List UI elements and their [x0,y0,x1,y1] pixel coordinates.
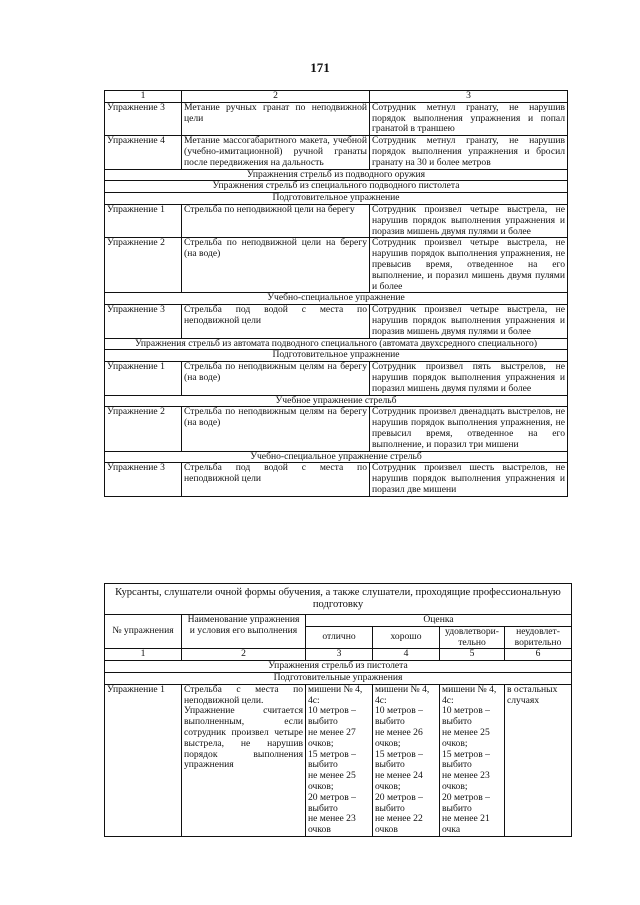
grade-good-cell [373,684,440,836]
exercise-row [105,238,568,293]
header-cell: 1 [105,91,182,103]
section-row [105,293,568,305]
section-title: Упражнения стрельб из пистолета [105,661,572,673]
grade-criterion-line: 20 метров – выбито [375,791,423,814]
grade-criterion-line: мишени № 4, 4с: [308,683,363,706]
grade-satisfactory-cell [440,684,505,836]
exercise-result: Сотрудник произвел четыре выстрела, не нарушив порядок выполнения упражнения и поразив мишень двумя пулями и более [370,305,568,338]
table-title-row [105,584,572,615]
section-row [105,193,568,205]
grade-criterion-line: мишени № 4, 4с: [442,683,497,706]
grade-criterion-line: не менее 23 очков [308,813,356,836]
column-number: 4 [373,649,440,661]
exercise-row [105,136,568,169]
section-title: Подготовительное упражнение [105,193,568,205]
grade-criterion-line: не менее 23 очков; [442,770,490,792]
section-row [105,672,572,684]
exercise-row [105,102,568,135]
section-row [105,338,568,350]
exercise-description: Стрельба по неподвижным целям на берегу (на воде) [182,362,370,395]
grade-criterion-line: 10 метров – выбито [375,705,423,728]
grade-criterion-line: не менее 26 очков; [375,726,423,749]
grade-criterion-line: 15 метров – выбито [308,748,356,771]
grade-excellent: отлично [306,626,373,649]
column-number: 6 [505,649,572,661]
exercise-description: Стрельба под водой с места по неподвижной цели [182,463,370,496]
col-header-grade: Оценка [306,615,572,627]
section-title: Подготовительные упражнения [105,672,572,684]
section-title: Упражнения стрельб из специального подводного пистолета [105,181,568,193]
exercise-row [105,407,568,451]
grade-criterion-line: не менее 24 очков; [375,770,423,792]
exercise-row [105,684,572,836]
exercise-name: Упражнение 4 [105,136,182,169]
section-title: Учебно-специальное упражнение [105,293,568,305]
exercise-description [182,684,306,836]
grade-criterion-line: не менее 21 очка [442,813,490,836]
section-row [105,451,568,463]
column-number: 5 [440,649,505,661]
grade-good: хорошо [373,626,440,649]
grade-unsatisfactory-cell: в остальных случаях [505,684,572,836]
grade-unsatisfactory: неудовлет-ворительно [505,626,572,649]
exercise-description: Стрельба под водой с места по неподвижной цели [182,305,370,338]
exercise-description: Метание ручных гранат по неподвижной цели [182,102,370,135]
exercise-result: Сотрудник произвел шесть выстрелов, не нарушив порядок выполнения упражнения и поразил две мишени [370,463,568,496]
exercise-name: Упражнение 3 [105,102,182,135]
exercise-name: Упражнение 3 [105,463,182,496]
exercise-name: Упражнение 3 [105,305,182,338]
exercise-name: Упражнение 1 [105,204,182,237]
grade-criterion-line: 15 метров – выбито [375,748,423,771]
exercise-name: Упражнение 2 [105,407,182,451]
grade-criterion-line: 10 метров – выбито [308,705,356,728]
grade-criterion-line: не менее 25 очков; [442,726,490,749]
grade-criterion-line: 20 метров – выбито [442,791,490,814]
exercise-description-line: Упражнение считается выполненным, если сотрудник произвел четыре выстрела, не нарушив порядок выполнения упражнения [184,705,303,771]
grade-criterion-line: 15 метров – выбито [442,748,490,771]
table-title: Курсанты, слушатели очной формы обучения, а также слушатели, проходящие профессиональную подготовку [105,584,572,615]
grade-satisfactory: удовлетвори-тельно [440,626,505,649]
exercise-name: Упражнение 1 [105,684,182,836]
exercise-result: Сотрудник произвел пять выстрелов, не нарушив порядок выполнения упражнения и поразил мишень двумя пулями и более [370,362,568,395]
page-number: 171 [310,60,330,75]
exercise-row [105,204,568,237]
section-title: Упражнения стрельб из автомата подводного специального (автомата двухсредного специального) [105,338,568,350]
grade-criterion-line: не менее 27 очков; [308,726,356,749]
exercise-row [105,463,568,496]
exercise-result: Сотрудник произвел четыре выстрела, не нарушив порядок выполнения упражнения и поразив мишень двумя пулями и более [370,204,568,237]
section-row [105,350,568,362]
exercise-result: Сотрудник произвел четыре выстрела, не нарушив порядок выполнения упражнения, не превысив время, отведенное на его выполнение, и поразил мишень двумя пулями и более [370,238,568,293]
exercise-result: Сотрудник метнул гранату, не нарушив порядок выполнения упражнения и бросил гранату на 30 и более метров [370,136,568,169]
header-cell: 2 [182,91,370,103]
table-header-row [105,91,568,103]
exercise-name: Упражнение 2 [105,238,182,293]
section-row [105,395,568,407]
grade-criterion-line: не менее 25 очков; [308,770,356,792]
exercise-description-line: Стрельба с места по неподвижной цели. [184,683,303,706]
grading-table [104,583,572,837]
grade-excellent-cell [306,684,373,836]
column-header-row [105,615,572,627]
exercise-description: Метание массогабаритного макета, учебной (учебно-имитационной) ручной гранаты после передвижения на дальность [182,136,370,169]
grade-criterion-line: 20 метров – выбито [308,791,356,814]
section-title: Упражнения стрельб из подводного оружия [105,169,568,181]
exercise-result: Сотрудник произвел двенадцать выстрелов, не нарушив порядок выполнения упражнения, не превысил время, отведенное на его выполнение, и поразил три мишени [370,407,568,451]
exercise-description: Стрельба по неподвижной цели на берегу [182,204,370,237]
section-title: Учебное упражнение стрельб [105,395,568,407]
section-row [105,661,572,673]
exercise-row [105,362,568,395]
column-number: 3 [306,649,373,661]
grade-criterion-line: 10 метров – выбито [442,705,490,728]
column-number: 1 [105,649,182,661]
section-row [105,181,568,193]
exercise-description: Стрельба по неподвижной цели на берегу (на воде) [182,238,370,293]
exercise-result: Сотрудник метнул гранату, не нарушив порядок выполнения упражнения и попал гранатой в траншею [370,102,568,135]
section-title: Учебно-специальное упражнение стрельб [105,451,568,463]
exercise-description: Стрельба по неподвижным целям на берегу (на воде) [182,407,370,451]
column-number: 2 [182,649,306,661]
section-row [105,169,568,181]
col-header-number: № упражнения [105,615,182,649]
column-number-row [105,649,572,661]
grade-criterion-line: не менее 22 очков [375,813,423,836]
grade-criterion-line: мишени № 4, 4с: [375,683,430,706]
exercise-table-1 [104,90,568,497]
section-title: Подготовительное упражнение [105,350,568,362]
header-cell: 3 [370,91,568,103]
exercise-row [105,305,568,338]
col-header-name: Наименование упражнения и условия его выполнения [182,615,306,649]
exercise-name: Упражнение 1 [105,362,182,395]
